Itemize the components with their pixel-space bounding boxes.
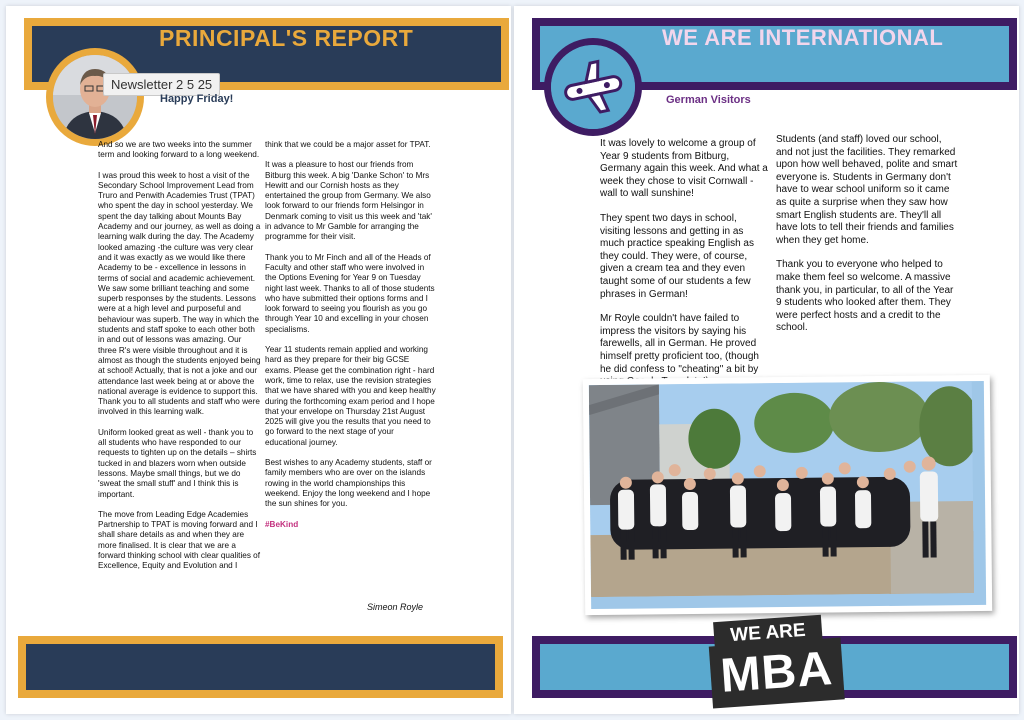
principal-photo <box>53 55 137 139</box>
principal-report-title: PRINCIPAL'S REPORT <box>159 25 414 51</box>
paragraph: And so we are two weeks into the summer term and looking forward to a long weekend. <box>98 140 260 160</box>
principal-photo-frame <box>46 48 144 146</box>
paragraph: They spent two days in school, visiting lessons and getting in as much practice speaking English as they could. They were, of course, given a cream tea and they even taught some of our students a few phrases in German! <box>600 212 754 300</box>
paragraph: It was a pleasure to host our friends from Bitburg this week. A big 'Danke Schon' to Mrs Hewitt and our Cornish hosts as they entertained the group from Germany. We also look forward to our friends form Helsingor in Denmark coming to visit us this week and 'tak' in advance to Mr Gamble for arranging the programme for their visit. <box>265 160 432 242</box>
paragraph: Year 11 students remain applied and working hard as they prepare for their big GCSE exams. Please get the combination right - hard work, time to relax, use the revision strategies that we have shared with you and keep healthy during the forthcoming exam period and I hope that your envelope on Thursday 21st August 2025 will give you the results that you need to go forward to the next stage of your educational journey. <box>265 345 436 447</box>
paragraph: Mr Royle couldn't have failed to impress the visitors by saying his farewells, all in German. He proved himself pretty proficient too, (though he did confess to "cheating" a bit by <box>600 313 759 375</box>
right-page <box>514 6 1019 714</box>
principal-subhead: Happy Friday! <box>160 93 234 105</box>
principal-column-2 <box>265 140 437 540</box>
paragraph: Students (and staff) loved our school, and not just the facilities. They remarked upon how well behaved, polite and smart everyone is. Students in Germany don't have to wear school uniform so it came as quite a surprise when they saw how smart English students are. They'll all have lots to tell their friends and families when they get home. <box>776 134 958 246</box>
signature: Simeon Royle <box>366 602 423 612</box>
principal-column-1 <box>98 140 261 582</box>
paragraph: Best wishes to any Academy students, staff or family members who are over on the islands rowing in the world championships this weekend. Enjoy the long weekend and I hope the sun shines for you. <box>265 458 432 509</box>
logo-line-2: MBA <box>718 642 835 703</box>
paragraph: think that we could be a major asset for TPAT. <box>265 140 431 149</box>
airplane-icon <box>551 45 635 129</box>
paragraph: I was proud this week to host a visit of the Secondary School Improvement Lead from Truro and Penwith Academies Trust (TPAT) who spent the day in school yesterday. We spent the day talking about Mounts Bay Academy and our journey, as well as doing a learning walk during the day. The Academy looked amazing -the culture was very clear and it was exactly as we would like there Academy to be - excellence in lessons in terms of social and academic achievement. We saw some brilliant teaching and some superb responses by the students. Lessons were at a high level and purposeful and behaviour was superb. The way in which the students and staff spoke to each other both in and out of lessons was amazing. Our three R's were visible throughout and it is almost as though the students enjoyed being at school! Actually, that is not a joke and our attendance last week being at or above the national average is evidence to support this. Thank you to all students and staff who were involved in this learning walk. <box>98 170 261 417</box>
we-are-mba-logo <box>707 614 845 711</box>
group-photo <box>583 375 992 615</box>
paragraph: The move from Leading Edge Academies Partnership to TPAT is moving forward and I shall share details as and when they are more finalised. It is clear that we are a forward thinking school with clear qualities of Excellence, Equity and Evolution and I <box>98 509 261 571</box>
paragraph: It was lovely to welcome a group of Year 9 students from Bitburg, Germany again this week. And what a week they chose to visit Cornwall - wall to wall sunshine! <box>600 138 768 200</box>
left-page <box>6 6 511 714</box>
plane-icon-frame <box>544 38 642 136</box>
hashtag: #BeKind <box>265 519 299 529</box>
logo-line-1: WE ARE <box>729 619 807 647</box>
international-title: WE ARE INTERNATIONAL <box>662 25 944 50</box>
international-column-2 <box>776 134 958 347</box>
international-column-1 <box>600 138 770 401</box>
newsletter-date-tag: Newsletter 2 5 25 <box>103 73 220 96</box>
paragraph: Thank you to everyone who helped to make them feel so welcome. A massive thank you, in particular, to all of the Year 9 students who looked after them. They were perfect hosts and a credit to the school. <box>776 259 954 334</box>
paragraph: Thank you to Mr Finch and all of the Heads of Faculty and other staff who were involved in the Options Evening for Year 9 on Tuesday night last week. Thanks to all of those students who have submitted their options forms and I look forward to seeing you flourish as you go through Year 10 and excelling in your chosen specialisms. <box>265 252 435 334</box>
german-visitors-subhead: German Visitors <box>666 94 751 106</box>
left-footer-bar <box>18 636 503 698</box>
paragraph: Uniform looked great as well - thank you to all students who have responded to our requests to tighten up on the details – shirts tucked in and blazers worn when outside lessons. Maybe small things, but we do 'sweat the small stuff' and I think this is important. <box>98 427 257 499</box>
